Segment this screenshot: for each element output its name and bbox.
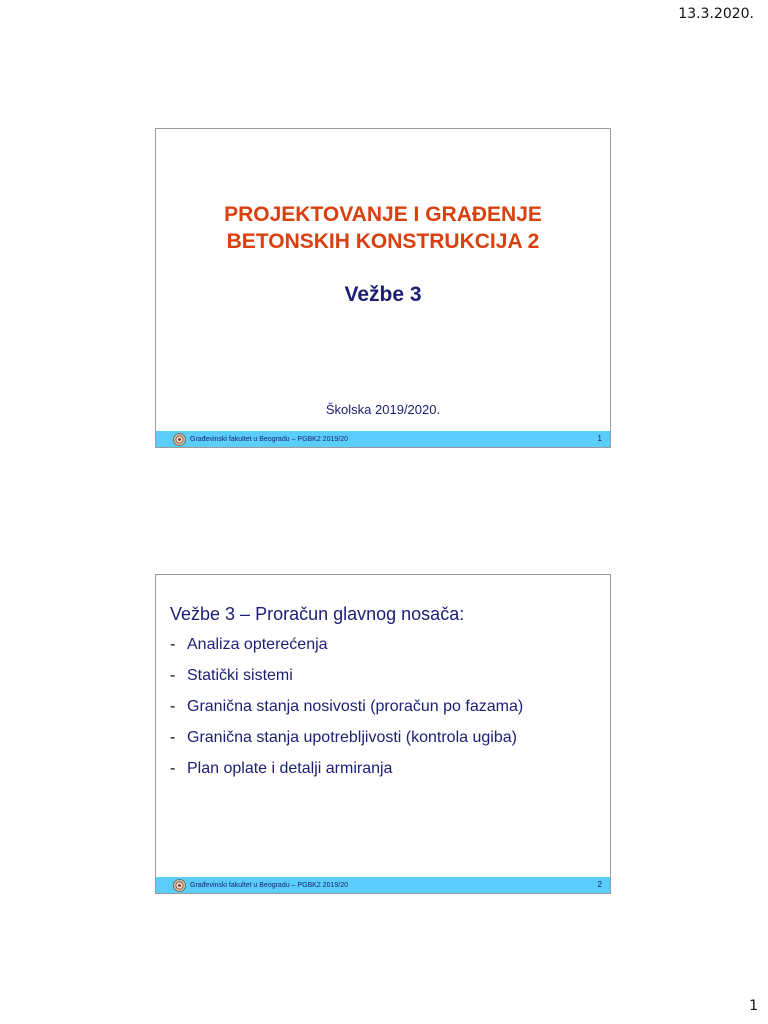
slide-title-line-2: BETONSKIH KONSTRUKCIJA 2 [226, 230, 540, 253]
slide-1 [155, 128, 611, 448]
list-item-text: Granična stanja upotrebljivosti (kontrola ugiba) [187, 729, 517, 746]
bullet-dash: - [170, 760, 176, 777]
page-date: 13.3.2020. [678, 6, 754, 22]
faculty-seal-icon [173, 879, 186, 892]
bullet-dash: - [170, 667, 176, 684]
slide-heading: Vežbe 3 – Proračun glavnog nosača: [170, 604, 465, 624]
page-number: 1 [749, 998, 758, 1014]
bullet-list [170, 636, 523, 791]
school-year: Školska 2019/2020. [325, 402, 441, 417]
list-item [170, 760, 523, 791]
slide-footer [156, 431, 610, 447]
footer-text: Građevinski fakultet u Beogradu – PGBK2 2019/20 [190, 435, 348, 443]
slide-number: 2 [597, 880, 602, 889]
faculty-seal-icon [173, 433, 186, 446]
slide-number: 1 [597, 434, 602, 443]
slide-title-line-1: PROJEKTOVANJE I GRAĐENJE [224, 203, 542, 226]
bullet-dash: - [170, 636, 176, 653]
list-item-text: Granična stanja nosivosti (proračun po fazama) [187, 698, 524, 715]
list-item-text: Analiza opterećenja [187, 636, 328, 653]
slide-subtitle: Vežbe 3 [344, 283, 422, 306]
footer-text: Građevinski fakultet u Beogradu – PGBK2 2019/20 [190, 881, 348, 889]
list-item-text: Plan oplate i detalji armiranja [187, 760, 393, 777]
slide-footer [156, 877, 610, 893]
list-item [170, 698, 523, 729]
list-item [170, 729, 523, 760]
list-item-text: Statički sistemi [187, 667, 293, 684]
slide-title [156, 201, 610, 255]
bullet-dash: - [170, 729, 176, 746]
list-item [170, 667, 523, 698]
list-item [170, 636, 523, 667]
bullet-dash: - [170, 698, 176, 715]
slide-2 [155, 574, 611, 894]
